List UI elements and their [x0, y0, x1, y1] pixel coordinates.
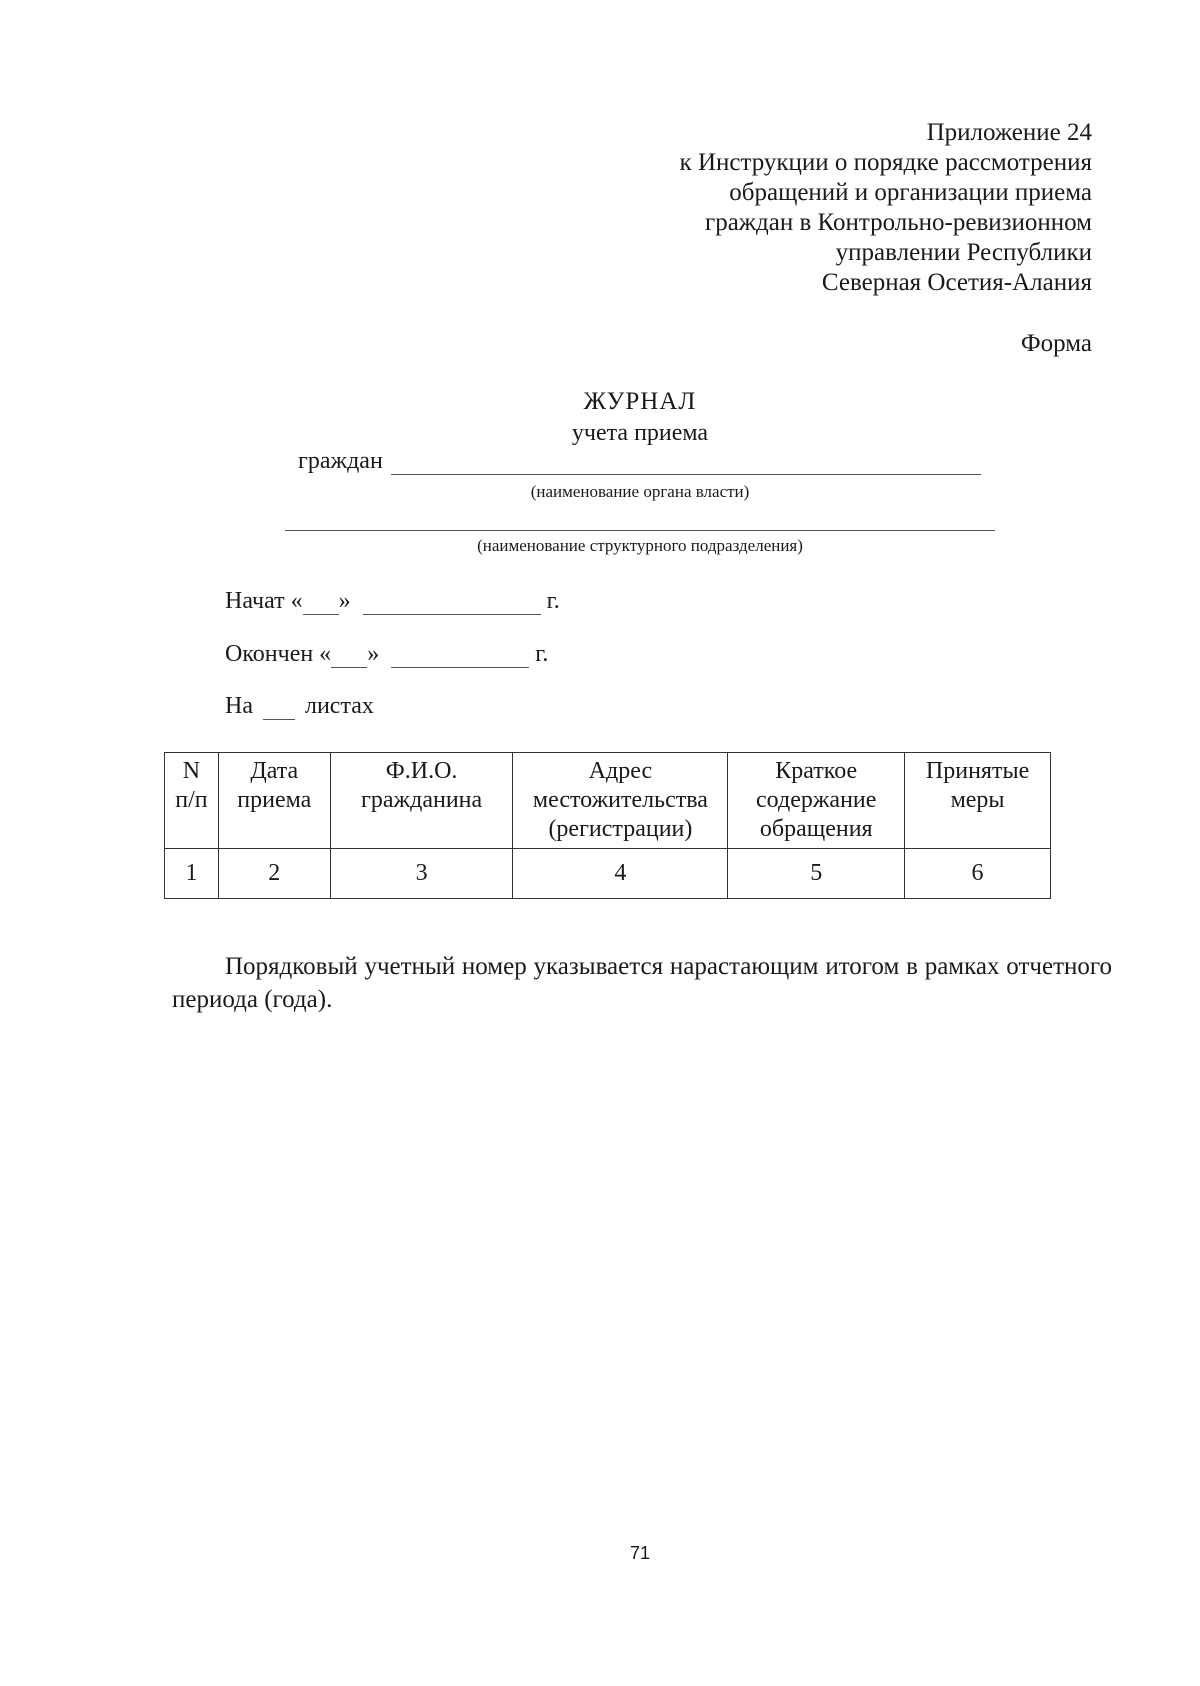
appendix-line: Северная Осетия-Алания: [821, 269, 1092, 296]
organ-blank-line: [391, 452, 981, 475]
sheets-count-blank: [263, 699, 295, 720]
ended-close-quote: »: [367, 641, 380, 667]
journal-subtitle: учета приема: [571, 420, 709, 446]
grazhdan-line: [298, 448, 981, 475]
ended-date-line: [225, 641, 548, 668]
header-cell-address: Адрес местожительства (регистрации): [513, 753, 728, 849]
started-close-quote: »: [338, 588, 351, 614]
note-paragraph: Порядковый учетный номер указывается нарастающим итогом в рамках отчетного периода (года).: [172, 953, 1112, 1013]
page-number: 71: [629, 1543, 651, 1563]
sheets-suffix: листах: [304, 693, 374, 719]
ended-day-blank: [331, 647, 367, 668]
grazhdan-label: граждан: [298, 448, 383, 474]
organ-caption: (наименование органа власти): [530, 482, 750, 501]
table-header-row: [165, 753, 1051, 849]
appendix-line: Приложение 24: [926, 119, 1092, 146]
number-cell: 3: [330, 849, 513, 899]
header-cell-number: N п/п: [165, 753, 219, 849]
number-cell: 5: [728, 849, 905, 899]
header-cell-date: Дата приема: [218, 753, 330, 849]
sheets-line: [225, 693, 374, 720]
ended-month-blank: [391, 647, 529, 668]
journal-title: ЖУРНАЛ: [583, 388, 697, 415]
appendix-line: управлении Республики: [835, 239, 1092, 266]
ended-year-suffix: г.: [535, 641, 549, 667]
number-cell: 4: [513, 849, 728, 899]
header-cell-summary: Краткое содержание обращения: [728, 753, 905, 849]
subdivision-caption: (наименование структурного подразделения): [477, 536, 803, 555]
header-cell-measures: Принятые меры: [905, 753, 1051, 849]
form-label: Форма: [1020, 330, 1092, 357]
started-year-suffix: г.: [546, 588, 560, 614]
appendix-line: к Инструкции о порядке рассмотрения: [679, 149, 1092, 176]
appendix-header: [532, 118, 1092, 298]
started-day-blank: [303, 594, 339, 615]
number-cell: 2: [218, 849, 330, 899]
sheets-prefix: На: [225, 693, 253, 719]
started-label: Начат «: [225, 588, 303, 614]
header-cell-fio: Ф.И.О. гражданина: [330, 753, 513, 849]
subdivision-blank-line: [285, 530, 995, 531]
table-row: [165, 849, 1051, 899]
started-month-blank: [363, 594, 541, 615]
appendix-line: граждан в Контрольно-ревизионном: [704, 209, 1092, 236]
number-cell: 6: [905, 849, 1051, 899]
number-cell: 1: [165, 849, 219, 899]
ended-label: Окончен «: [225, 641, 332, 667]
journal-table: [164, 752, 1051, 899]
started-date-line: [225, 588, 560, 615]
appendix-line: обращений и организации приема: [729, 179, 1092, 206]
